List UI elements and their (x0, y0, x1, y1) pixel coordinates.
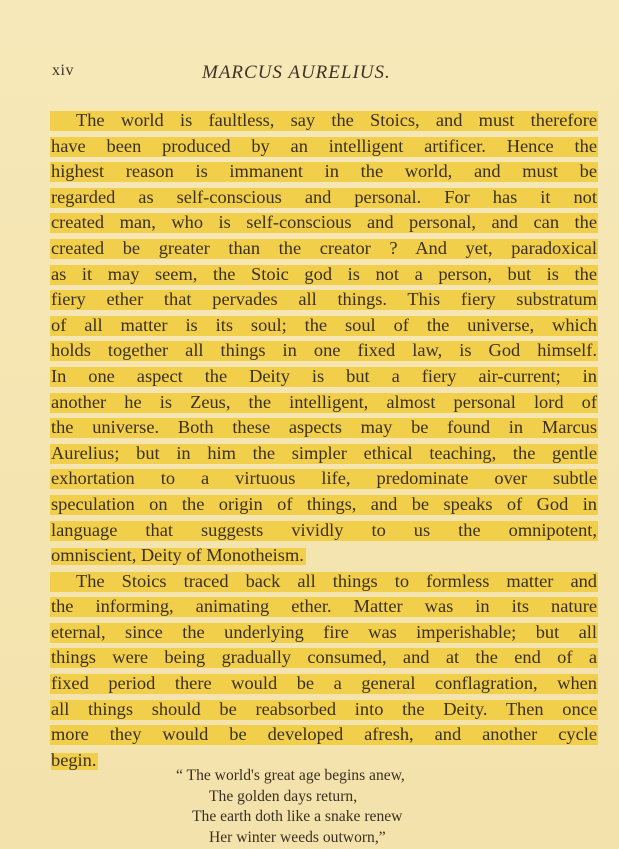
text-line-last (50, 543, 598, 569)
text-line: language that suggests vividly to us the omnipotent, (50, 518, 598, 544)
text-line: The world is faultless, say the Stoics, and must therefore (50, 108, 598, 134)
text-line: holds together all things in one fixed law, is God himself. (50, 338, 598, 364)
text-line: speculation on the origin of things, and be speaks of God in (50, 492, 598, 518)
poem-quotation (176, 766, 516, 848)
poem-line: Her winter weeds outworn,” (209, 828, 386, 846)
text-line: the universe. Both these aspects may be found in Marcus (50, 415, 598, 441)
text-line: created be greater than the creator ? And yet, paradoxical (50, 236, 598, 262)
text-line: In one aspect the Deity is but a fiery air-current; in (50, 364, 598, 390)
running-title: MARCUS AURELIUS. (202, 62, 391, 83)
text-line: all things should be reabsorbed into the Deity. Then once (50, 697, 598, 723)
paragraph-2 (50, 569, 598, 774)
highlighted-text: begin. (51, 749, 97, 770)
page-number: xiv (52, 62, 74, 79)
text-line: highest reason is immanent in the world, and must be (50, 159, 598, 185)
paragraph-1 (50, 108, 598, 569)
text-line: of all matter is its soul; the soul of the universe, which (50, 313, 598, 339)
poem-line: The golden days return, (209, 787, 358, 805)
text-line: exhortation to a virtuous life, predominate over subtle (50, 466, 598, 492)
text-line: things were being gradually consumed, and at the end of a (50, 645, 598, 671)
body-text (50, 108, 598, 773)
text-line: Aurelius; but in him the simpler ethical teaching, the gentle (50, 441, 598, 467)
text-line: another he is Zeus, the intelligent, almost personal lord of (50, 390, 598, 416)
text-line: eternal, since the underlying fire was imperishable; but all (50, 620, 598, 646)
poem-line: The earth doth like a snake renew (192, 808, 403, 825)
text-line: regarded as self-conscious and personal. For has it not (50, 185, 598, 211)
text-line: the informing, animating ether. Matter was in its nature (50, 594, 598, 620)
text-line: created man, who is self-conscious and personal, and can the (50, 210, 598, 236)
poem-line: “ The world's great age begins anew, (176, 767, 405, 784)
text-line: fixed period there would be a general conflagration, when (50, 671, 598, 697)
text-line: as it may seem, the Stoic god is not a person, but is the (50, 262, 598, 288)
text-line: The Stoics traced back all things to formless matter and (50, 569, 598, 595)
text-line: fiery ether that pervades all things. This fiery substratum (50, 287, 598, 313)
text-line: have been produced by an intelligent artificer. Hence the (50, 134, 598, 160)
page-header (52, 62, 598, 86)
text-line: more they would be developed afresh, and another cycle (50, 722, 598, 748)
highlighted-text: omniscient, Deity of Monotheism. (51, 545, 304, 566)
